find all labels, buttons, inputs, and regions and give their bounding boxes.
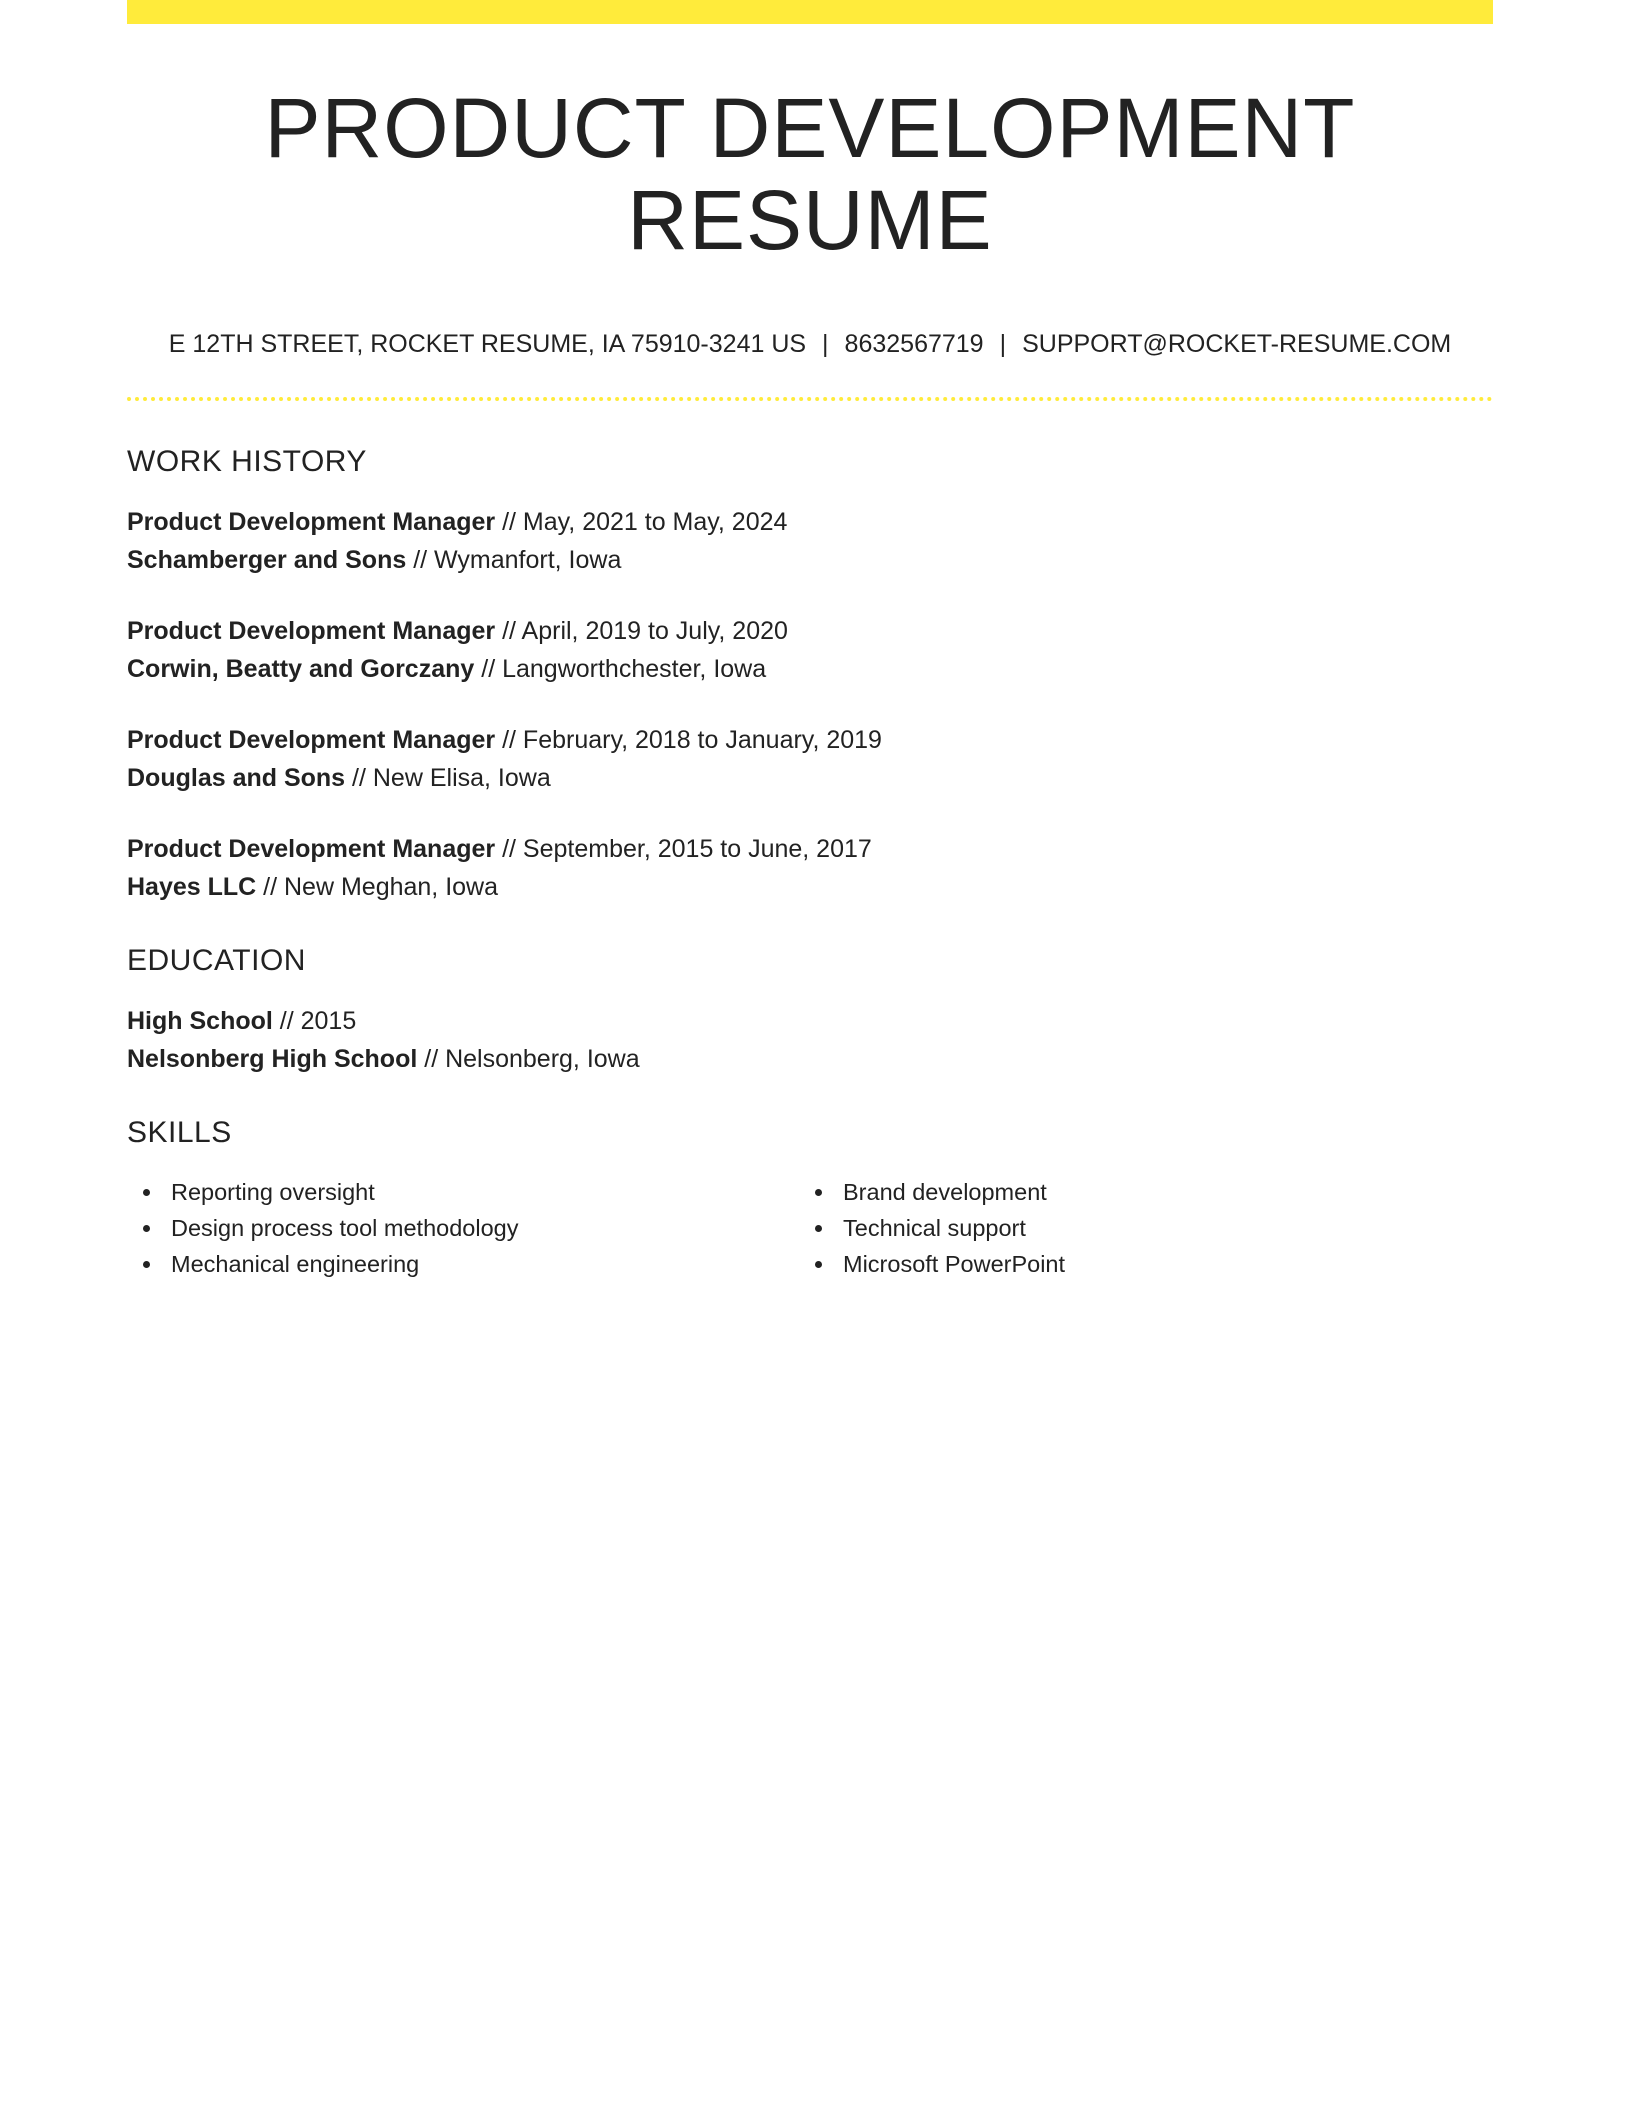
work-history-list [127, 503, 1493, 906]
job-company: Hayes LLC [127, 872, 257, 901]
skill-label: Technical support [843, 1214, 1026, 1241]
contact-line [127, 329, 1493, 359]
skill-item [127, 1246, 799, 1282]
job-company-line [127, 868, 1493, 906]
education-degree: High School [127, 1006, 273, 1035]
job-title-line [127, 612, 1493, 650]
contact-phone: 8632567719 [844, 329, 984, 358]
job-title-line [127, 721, 1493, 759]
job-dates: // September, 2015 to June, 2017 [495, 834, 872, 863]
skills-heading: SKILLS [127, 1115, 232, 1149]
bullet-icon [815, 1189, 822, 1196]
work-history-heading: WORK HISTORY [127, 444, 367, 478]
bullet-icon [143, 1225, 150, 1232]
contact-address: E 12TH STREET, ROCKET RESUME, IA 75910-3241 US [168, 329, 807, 358]
job-title-line [127, 830, 1493, 868]
dotted-divider [127, 397, 1493, 401]
education-year: // 2015 [272, 1006, 357, 1035]
job-title: Product Development Manager [127, 725, 496, 754]
skill-label: Brand development [843, 1178, 1047, 1205]
education-school-line [127, 1040, 1493, 1078]
education-heading: EDUCATION [127, 943, 306, 977]
skill-label: Reporting oversight [171, 1178, 375, 1205]
job-title: Product Development Manager [127, 834, 496, 863]
resume-title: PRODUCT DEVELOPMENT RESUME [264, 81, 1356, 268]
education-location: // Nelsonberg, Iowa [417, 1044, 640, 1073]
skill-item [127, 1210, 799, 1246]
job-company: Schamberger and Sons [127, 545, 407, 574]
education-school: Nelsonberg High School [127, 1044, 418, 1073]
job-title: Product Development Manager [127, 507, 496, 536]
job-company: Douglas and Sons [127, 763, 346, 792]
bullet-icon [143, 1261, 150, 1268]
bullet-icon [815, 1261, 822, 1268]
job-location: // New Meghan, Iowa [256, 872, 499, 901]
skills-list [127, 1174, 1493, 1282]
education-list [127, 1002, 1493, 1078]
job-location: // Langworthchester, Iowa [474, 654, 767, 683]
accent-top-bar [127, 0, 1493, 24]
contact-separator: | [999, 329, 1007, 358]
education-degree-line [127, 1002, 1493, 1040]
contact-separator: | [822, 329, 829, 358]
skill-item [799, 1210, 1471, 1246]
bullet-icon [815, 1225, 822, 1232]
skill-label: Mechanical engineering [171, 1250, 420, 1277]
job-entry [127, 612, 1493, 688]
job-location: // New Elisa, Iowa [345, 763, 551, 792]
job-dates: // February, 2018 to January, 2019 [495, 725, 882, 754]
skill-item [127, 1174, 799, 1210]
resume-page [127, 0, 1493, 1282]
bullet-icon [143, 1189, 150, 1196]
job-company-line [127, 759, 1493, 797]
skill-label: Design process tool methodology [171, 1214, 519, 1241]
job-entry [127, 503, 1493, 579]
job-company-line [127, 541, 1493, 579]
job-dates: // May, 2021 to May, 2024 [495, 507, 788, 536]
job-company: Corwin, Beatty and Gorczany [127, 654, 475, 683]
job-location: // Wymanfort, Iowa [406, 545, 622, 574]
job-company-line [127, 650, 1493, 688]
skill-item [799, 1174, 1471, 1210]
skill-label: Microsoft PowerPoint [843, 1250, 1066, 1277]
job-entry [127, 721, 1493, 797]
contact-email: SUPPORT@ROCKET-RESUME.COM [1022, 329, 1452, 358]
job-title-line [127, 503, 1493, 541]
skill-item [799, 1246, 1471, 1282]
job-title: Product Development Manager [127, 616, 496, 645]
job-dates: // April, 2019 to July, 2020 [495, 616, 788, 645]
job-entry [127, 830, 1493, 906]
education-entry [127, 1002, 1493, 1078]
